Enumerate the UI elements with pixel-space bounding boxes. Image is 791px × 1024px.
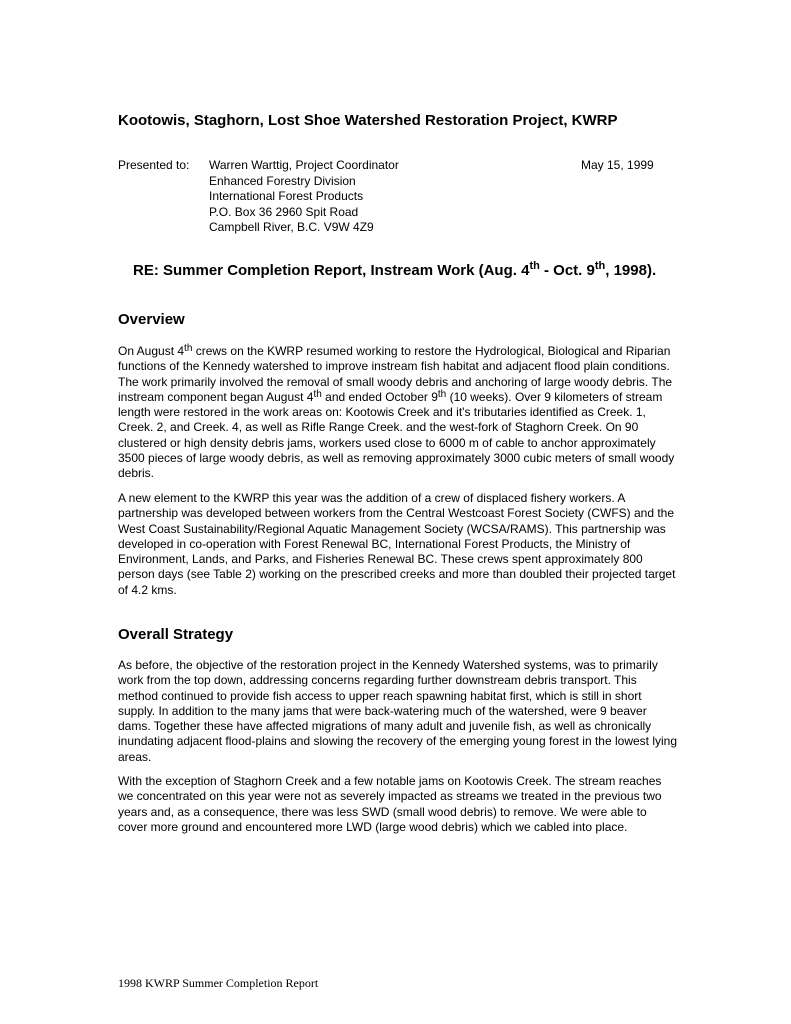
recipient-line: International Forest Products	[209, 189, 364, 203]
ordinal-superscript: th	[184, 343, 193, 354]
paragraph-text: (10 weeks). Over 9 kilometers of stream length were restored in the work areas on: Kootowis Creek and it's tributaries identified as Creek. 1, Creek. 2, and Creek. 4, as well as Rifle Range Creek. and the west-fork of Staghorn Creek. On 90 clustered or high density debris jams, workers used close to 6000 m of cable to anchor approximately 3500 pieces of large woody debris, as well as removing approximately 3000 cubic meters of small woody debris.	[118, 389, 675, 481]
page-footer: 1998 KWRP Summer Completion Report	[118, 976, 319, 990]
re-superscript: th	[529, 260, 540, 272]
recipient-line: P.O. Box 36 2960 Spit Road	[209, 204, 359, 219]
recipient-line: Warren Warttig, Project Coordinator	[209, 158, 399, 172]
strategy-paragraph-2: With the exception of Staghorn Creek and a few notable jams on Kootowis Creek. The stream reaches we concentrated on this year were not as severely impacted as streams we treated in the previous two years and, as a consequence, there was less SWD (small wood debris) to remove. We were able to cover more ground and encountered more LWD (large wood debris) which we cabled into place.	[118, 774, 662, 834]
re-superscript: th	[594, 260, 606, 272]
overview-paragraph-2: A new element to the KWRP this year was the addition of a crew of displaced fishery workers. A partnership was developed between workers from the Central Westcoast Forest Society (CWFS) and the West Coast Sustainability/Regional Aquatic Management Society (WCSA/RAMS). This partnership was developed in co-operation with Forest Renewal BC, International Forest Products, the Ministry of Environment, Lands, and Parks, and Fisheries Renewal BC. These crews spent approximately 800 person days (see Table 2) working on the prescribed creeks and more than doubled their projected target of 4.2 kms.	[118, 491, 676, 597]
overview-heading: Overview	[118, 311, 185, 328]
overview-paragraph-1	[118, 344, 678, 482]
presented-to-label: Presented to:	[118, 158, 190, 172]
ordinal-superscript: th	[437, 388, 447, 400]
paragraph-text: On August 4	[118, 344, 185, 358]
document-title: Kootowis, Staghorn, Lost Shoe Watershed Restoration Project, KWRP	[118, 112, 618, 129]
re-line	[133, 262, 656, 279]
recipient-line: Campbell River, B.C. V9W 4Z9	[209, 220, 374, 234]
re-text: RE: Summer Completion Report, Instream Work (Aug. 4	[133, 262, 530, 279]
re-text: - Oct. 9	[539, 262, 595, 279]
re-text: , 1998).	[605, 262, 657, 279]
overall-strategy-heading: Overall Strategy	[118, 626, 234, 643]
paragraph-text: and ended October 9	[321, 389, 438, 404]
ordinal-superscript: th	[313, 388, 322, 400]
report-date: May 15, 1999	[581, 158, 654, 172]
recipient-line: Enhanced Forestry Division	[209, 173, 356, 188]
strategy-paragraph-1: As before, the objective of the restoration project in the Kennedy Watershed systems, was to primarily work from the top down, addressing concerns regarding further downstream debris transport. This method continued to provide fish access to upper reach spawning habitat first, which is still in short supply. In addition to the many jams that were back-watering much of the watershed, were 9 beaver dams. Together these have affected migrations of many adult and juvenile fish, as well as chronically inundating adjacent flood-plains and slowing the recovery of the emerging young forest in the lowest lying areas.	[118, 658, 678, 764]
recipient-address	[209, 158, 399, 236]
paragraph-text: crews on the KWRP resumed working to restore the Hydrological, Biological and Riparian functions of the Kennedy watershed to improve instream fish habitat and adjacent flood plain conditions. The work primarily involved the removal of small woody debris and anchoring of large woody debris. The instream component began August 4	[118, 344, 673, 404]
